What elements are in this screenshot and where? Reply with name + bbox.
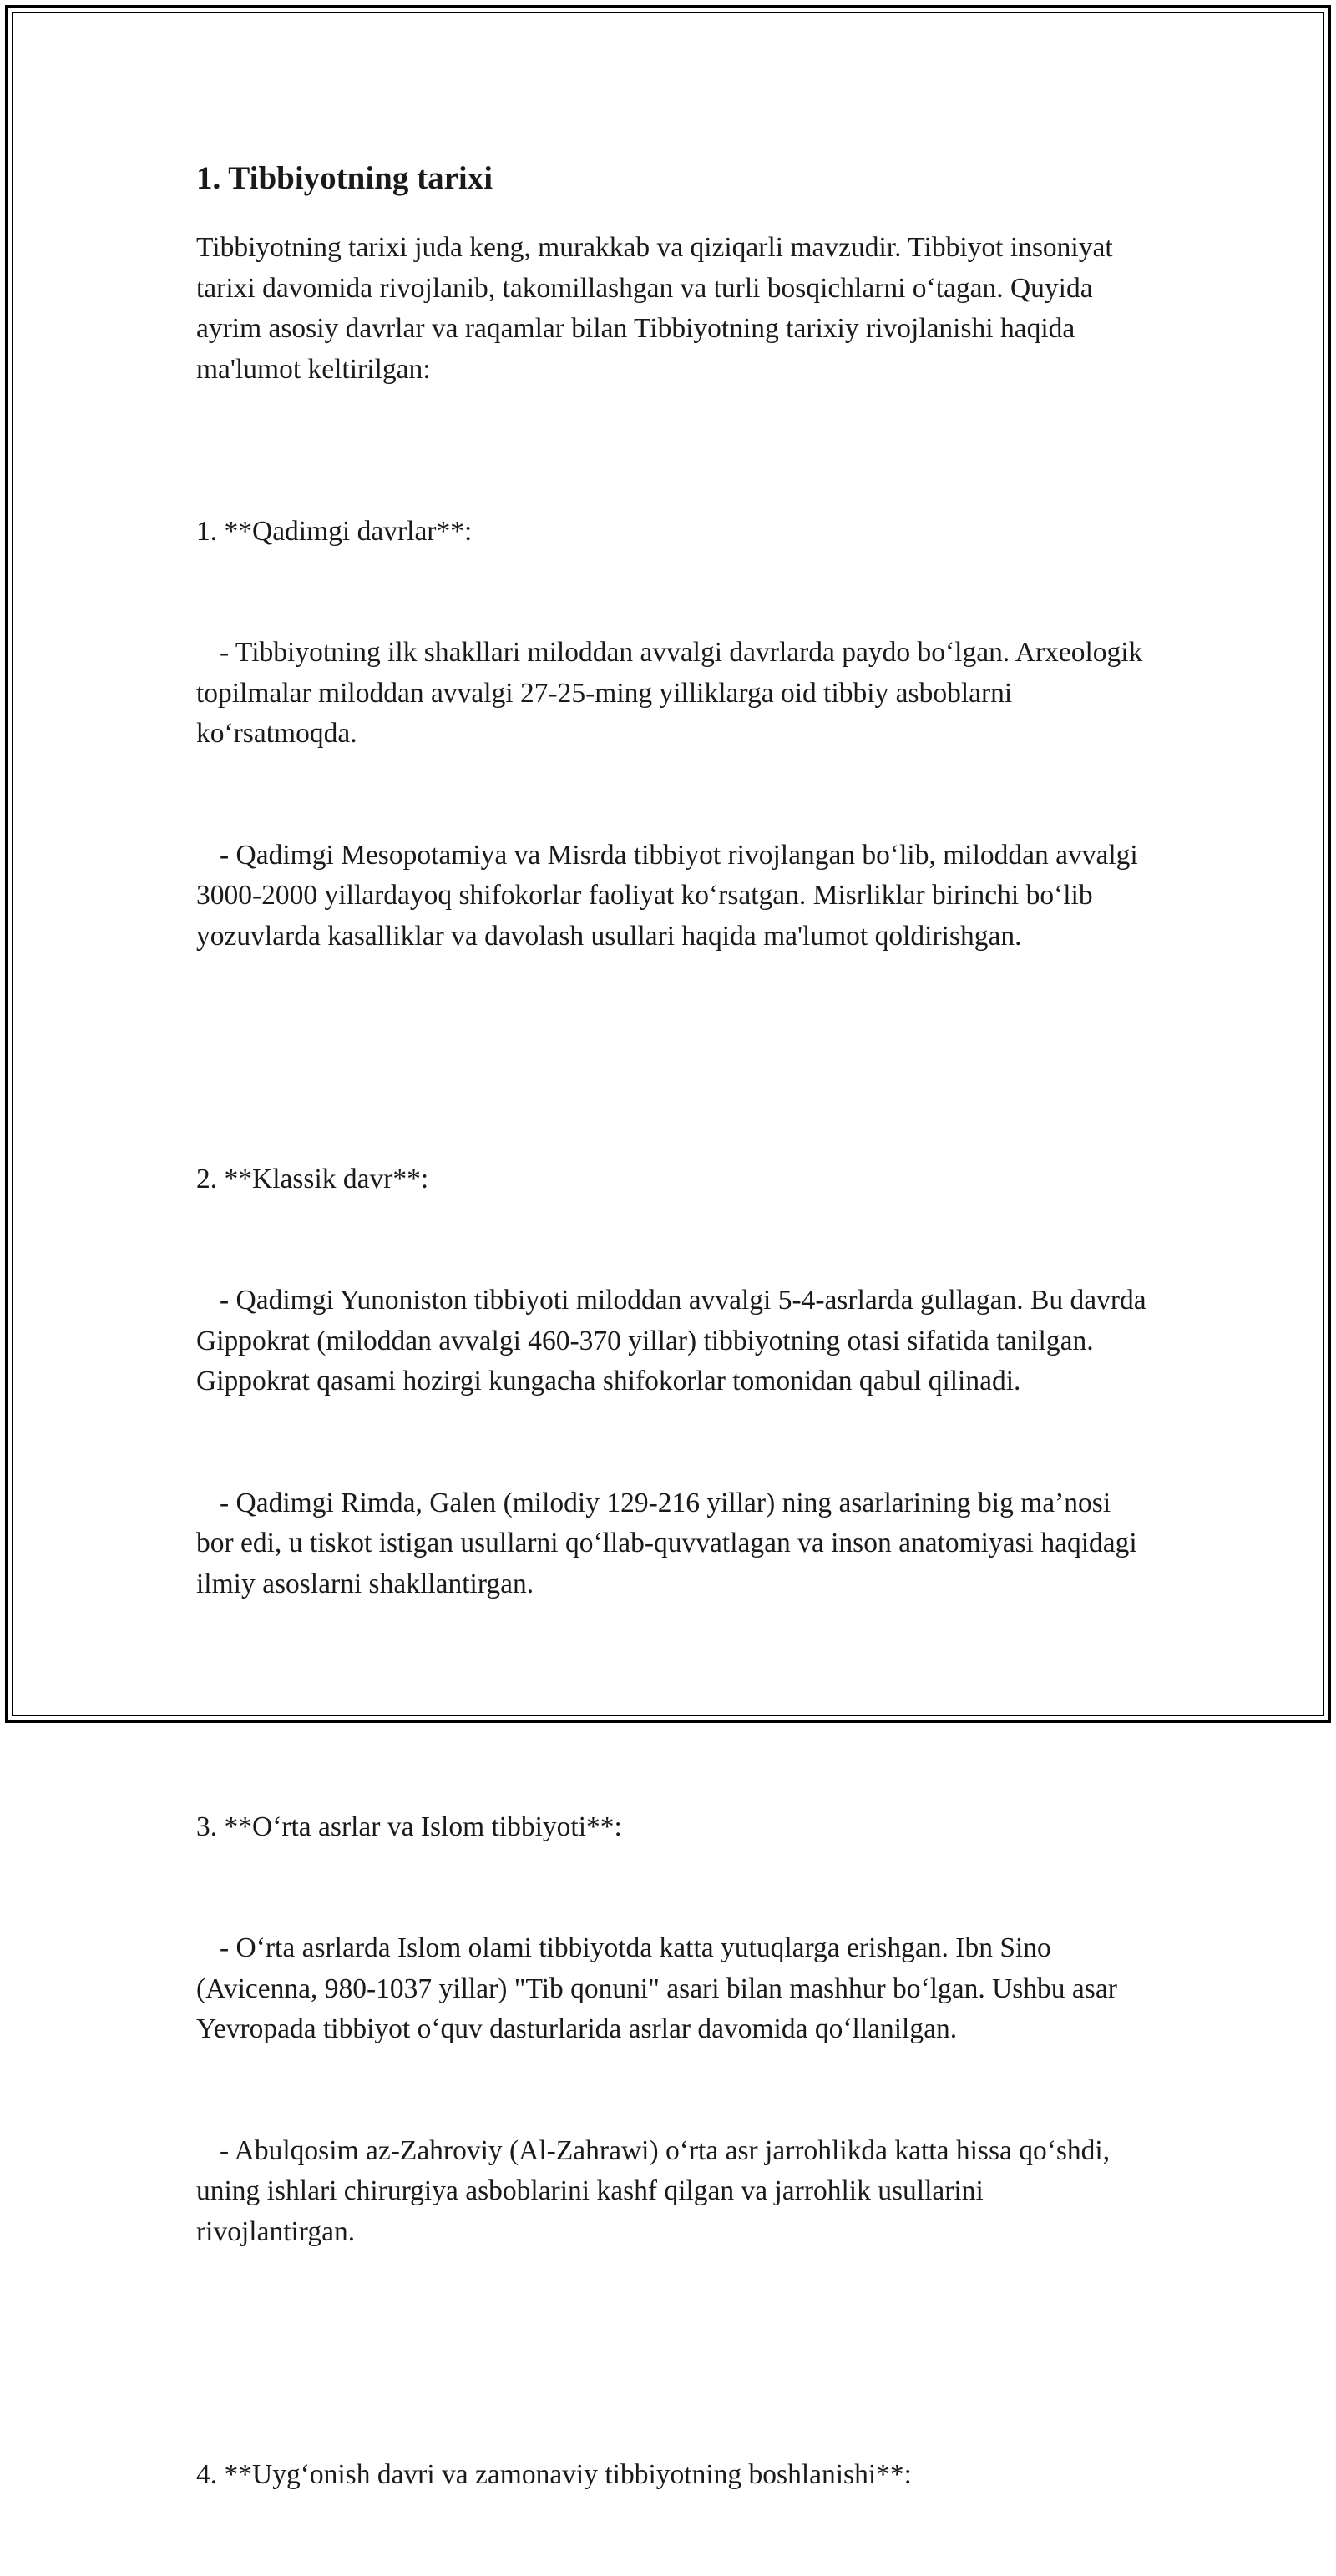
- section-1: [196, 431, 1148, 1038]
- section-2: [196, 1078, 1148, 1686]
- paragraph-gap: [196, 1038, 1148, 1078]
- section-4: [196, 2374, 1148, 2576]
- list-item: - Tibbiyotning ilk shakllari miloddan avvalgi davrlarda paydo bo‘lgan. Arxeologik topilmalar miloddan avvalgi 27-25-ming yilliklarga oid tibbiy asboblarni ko‘rsatmoqda.: [196, 633, 1148, 755]
- list-item: - O‘rta asrlarda Islom olami tibbiyotda katta yutuqlarga erishgan. Ibn Sino (Avicenna, 980-1037 yillar) "Tib qonuni" asari bilan mashhur bo‘lgan. Ushbu asar Yevropada tibbiyot o‘quv dasturlarida asrlar davomida qo‘llanilgan.: [196, 1928, 1148, 2050]
- intro-paragraph: Tibbiyotning tarixi juda keng, murakkab va qiziqarli mavzudir. Tibbiyot insoniyat tarixi davomida rivojlanib, takomillashgan va turli bosqichlarni o‘tagan. Quyida ayrim asosiy davrlar va raqamlar bilan Tibbiyotning tarixiy rivojlanishi haqida ma'lumot keltirilgan:: [196, 228, 1148, 390]
- document-title: 1. Tibbiyotning tarixi: [196, 155, 1148, 202]
- list-item: - Abulqosim az-Zahroviy (Al-Zahrawi) o‘rta asr jarrohlikda katta hissa qo‘shdi, uning ishlari chirurgiya asboblarini kashf qilgan va jarrohlik usullarini rivojlantirgan.: [196, 2131, 1148, 2253]
- list-item: - Qadimgi Yunoniston tibbiyoti miloddan avvalgi 5-4-asrlarda gullagan. Bu davrda Gippokrat (miloddan avvalgi 460-370 yillar) tibbiyotning otasi sifatida tanilgan. Gippokrat qasami hozirgi kungacha shifokorlar tomonidan qabul qilinadi.: [196, 1280, 1148, 1402]
- section-3: [196, 1726, 1148, 2334]
- paragraph-gap: [196, 1685, 1148, 1726]
- paragraph-gap: [196, 2333, 1148, 2374]
- list-item: - Qadimgi Mesopotamiya va Misrda tibbiyot rivojlangan bo‘lib, miloddan avvalgi 3000-2000 yillardayoq shifokorlar faoliyat ko‘rsatgan. Misrliklar birinchi bo‘lib yozuvlarda kasalliklar va davolash usullari haqida ma'lumot qoldirishgan.: [196, 836, 1148, 957]
- list-item: - Qadimgi Rimda, Galen (milodiy 129-216 yillar) ning asarlarining big ma’nosi bor edi, u tiskot istigan usullarni qo‘llab-quvvatlagan va inson anatomiyasi haqidagi ilmiy asoslarni shakllantirgan.: [196, 1483, 1148, 1605]
- paragraph-gap: [196, 390, 1148, 431]
- section-heading: 3. **O‘rta asrlar va Islom tibbiyoti**:: [196, 1807, 1148, 1848]
- document-body: [196, 155, 1148, 2576]
- section-heading: 2. **Klassik davr**:: [196, 1159, 1148, 1200]
- section-heading: 1. **Qadimgi davrlar**:: [196, 512, 1148, 553]
- section-heading: 4. **Uyg‘onish davri va zamonaviy tibbiyotning boshlanishi**:: [196, 2455, 1148, 2496]
